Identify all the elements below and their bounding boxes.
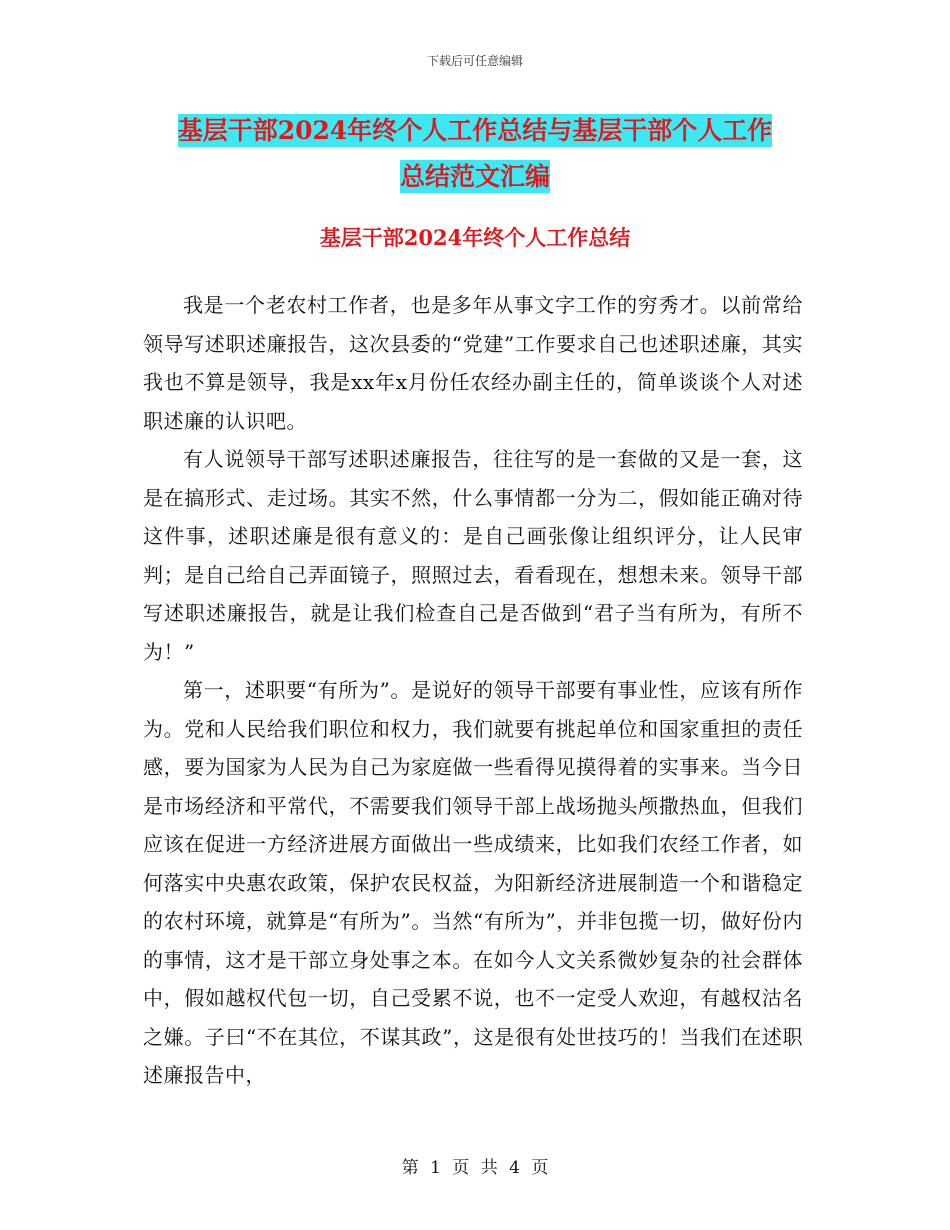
paragraph-1: 我是一个老农村工作者，也是多年从事文字工作的穷秀才。以前常给领导写述职述廉报告，这次县委的“党建”工作要求自己也述职述廉，其实我也不算是领导，我是xx年x月份任农经办副主任的，简单谈谈个人对述职述廉的认识吧。	[143, 293, 803, 433]
paragraph-2: 有人说领导干部写述职述廉报告，往往写的是一套做的又是一套，这是在搞形式、走过场。其实不然，什么事情都一分为二，假如能正确对待这件事，述职述廉是很有意义的：是自己画张像让组织评分，让人民审判；是自己给自己弄面镜子，照照过去，看看现在，想想未来。领导干部写述职述廉报告，就是让我们检查自己是否做到“君子当有所为，有所不为！”	[143, 447, 803, 664]
document-title-line-2: 总结范文汇编	[399, 162, 550, 191]
document-title	[150, 108, 800, 200]
body-text	[143, 286, 803, 1095]
document-title-line-1: 基层干部2024年终个人工作总结与基层干部个人工作	[177, 116, 773, 145]
paragraph-3: 第一，述职要“有所为”。是说好的领导干部要有事业性，应该有所作为。党和人民给我们职位和权力，我们就要有挑起单位和国家重担的责任感，要为国家为人民为自己为家庭做一些看得见摸得着的实事来。当今日是市场经济和平常代，不需要我们领导干部上战场抛头颅撒热血，但我们应该在促进一方经济进展方面做出一些成绩来，比如我们农经工作者，如何落实中央惠农政策，保护农民权益，为阳新经济进展制造一个和谐稳定的农村环境，就算是“有所为”。当然“有所为”，并非包揽一切，做好份内的事情，这才是干部立身处事之本。在如今人文关系微妙复杂的社会群体中，假如越权代包一切，自己受累不说，也不一定受人欢迎，有越权沽名之嫌。子曰“不在其位，不谋其政”，这是很有处世技巧的！当我们在述职述廉报告中，	[143, 678, 803, 1087]
section-title: 基层干部2024年终个人工作总结	[319, 225, 631, 250]
page-footer: 第 1 页 共 4 页	[401, 1158, 549, 1178]
header-note: 下载后可任意编辑	[426, 54, 523, 68]
